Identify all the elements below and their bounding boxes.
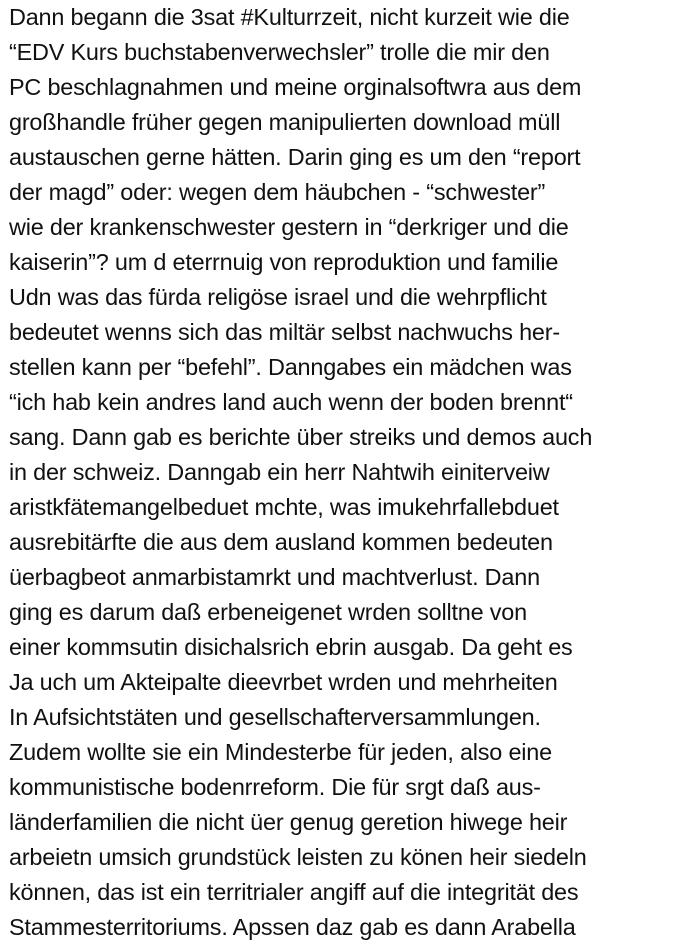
text-line-15: aristkfätemangelbeduet mchte, was imukehrfallebduet	[9, 494, 559, 520]
text-line-26: können, das ist ein territrialer angiff auf die integrität des	[9, 879, 579, 905]
text-line-8: kaiserin”? um d eterrnuig von reproduktion und familie	[9, 249, 559, 275]
text-line-2: “EDV Kurs buchstabenverwechsler” trolle die mir den	[9, 39, 550, 65]
text-line-11: stellen kann per “befehl”. Danngabes ein mädchen was	[9, 354, 572, 380]
text-line-9: Udn was das fürda religöse israel und die wehrpflicht	[9, 284, 547, 310]
text-line-23: kommunistische bodenrreform. Die für srgt daß aus-	[9, 774, 541, 800]
text-line-10: bedeutet wenns sich das miltär selbst nachwuchs her-	[9, 319, 560, 345]
text-line-25: arbeietn umsich grundstück leisten zu könen heir siedeln	[9, 844, 587, 870]
text-line-18: ging es darum daß erbeneigenet wrden solltne von	[9, 599, 527, 625]
text-line-1: Dann begann die 3sat #Kulturrzeit, nicht kurzeit wie die	[9, 4, 570, 30]
text-line-3: PC beschlagnahmen und meine orginalsoftwra aus dem	[9, 74, 582, 100]
text-line-20: Ja uch um Akteipalte dieevrbet wrden und mehrheiten	[9, 669, 558, 695]
text-line-22: Zudem wollte sie ein Mindesterbe für jeden, also eine	[9, 739, 552, 765]
text-line-16: ausrebitärfte die aus dem ausland kommen bedeuten	[9, 529, 553, 555]
text-line-27: Stammesterritoriums. Apssen daz gab es dann Arabella	[9, 914, 576, 940]
text-line-21: In Aufsichtstäten und gesellschafterversammlungen.	[9, 704, 541, 730]
text-line-4: großhandle früher gegen manipulierten download müll	[9, 109, 561, 135]
text-line-19: einer kommsutin disichalsrich ebrin ausgab. Da geht es	[9, 634, 573, 660]
text-line-17: üerbagbeot anmarbistamrkt und machtverlust. Dann	[9, 564, 540, 590]
text-line-7: wie der krankenschwester gestern in “derkriger und die	[9, 214, 569, 240]
text-line-13: sang. Dann gab es berichte über streiks und demos auch	[9, 424, 593, 450]
text-line-12: “ich hab kein andres land auch wenn der boden brennt“	[9, 389, 573, 415]
body-text	[9, 0, 681, 945]
text-line-24: länderfamilien die nicht üer genug geretion hiwege heir	[9, 809, 568, 835]
text-line-6: der magd” oder: wegen dem häubchen - “schwester”	[9, 179, 546, 205]
text-line-14: in der schweiz. Danngab ein herr Nahtwih einiterveiw	[9, 459, 550, 485]
text-line-5: austauschen gerne hätten. Darin ging es um den “report	[9, 144, 581, 170]
